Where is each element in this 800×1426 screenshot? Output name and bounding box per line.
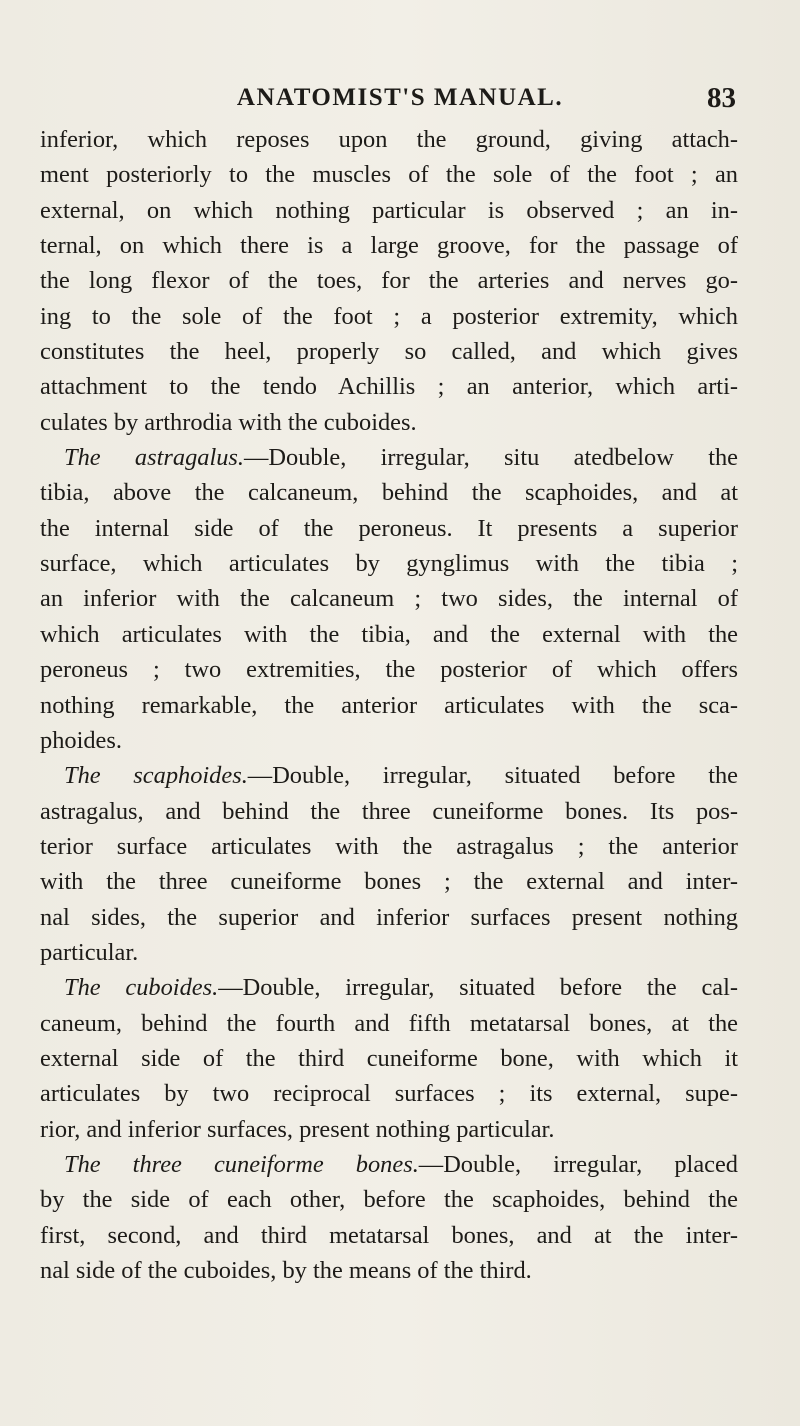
text-line: culates by arthrodia with the cuboides. — [40, 408, 417, 436]
text-line: ternal, on which there is a large groove, for the passage of — [40, 232, 738, 260]
page-number: 83 — [707, 82, 736, 114]
text-line: by the side of each other, before the scaphoides, behind the — [40, 1186, 738, 1214]
section-heading-line: The cuboides.—Double, irregular, situated before the cal- — [64, 974, 739, 1002]
text-line: attachment to the tendo Achillis ; an anterior, which arti- — [40, 373, 738, 401]
text-line: ment posteriorly to the muscles of the sole of the foot ; an — [40, 161, 738, 189]
text-line: which articulates with the tibia, and the external with the — [40, 620, 738, 648]
text-line: first, second, and third metatarsal bones, and at the inter- — [40, 1221, 738, 1249]
text-line: external side of the third cuneiforme bone, with which it — [40, 1044, 738, 1072]
text-line: articulates by two reciprocal surfaces ; its external, supe- — [40, 1080, 738, 1108]
text-line: an inferior with the calcaneum ; two sides, the internal of — [40, 585, 738, 613]
text-line: the long flexor of the toes, for the arteries and nerves go- — [40, 267, 738, 295]
running-head: ANATOMIST'S MANUAL. — [236, 84, 564, 111]
text-line: external, on which nothing particular is observed ; an in- — [40, 196, 738, 224]
text-line: ing to the sole of the foot ; a posterior extremity, which — [40, 302, 738, 330]
section-heading-line: The astragalus.—Double, irregular, situ atedbelow the — [64, 444, 738, 472]
text-line: rior, and inferior surfaces, present nothing particular. — [40, 1115, 555, 1143]
text-line: peroneus ; two extremities, the posterior of which offers — [40, 656, 738, 684]
text-line: nothing remarkable, the anterior articulates with the sca- — [40, 691, 738, 719]
text-line: constitutes the heel, properly so called, and which gives — [40, 338, 738, 366]
text-line: surface, which articulates by gynglimus with the tibia ; — [40, 550, 738, 578]
text-line: astragalus, and behind the three cuneiforme bones. Its pos- — [40, 797, 738, 825]
text-line: inferior, which reposes upon the ground, giving attach- — [40, 126, 738, 153]
text-line: nal side of the cuboides, by the means of the third. — [40, 1257, 532, 1284]
text-line: tibia, above the calcaneum, behind the scaphoides, and at — [40, 479, 738, 507]
section-term: The three cuneiforme bones. — [64, 1150, 419, 1178]
section-term: The scaphoides. — [64, 762, 248, 790]
text-line: terior surface articulates with the astragalus ; the anterior — [40, 832, 738, 860]
text-line: particular. — [40, 938, 139, 966]
page-header — [0, 84, 800, 118]
text-line: phoides. — [40, 726, 122, 754]
section-heading-line: The scaphoides.—Double, irregular, situated before the — [64, 762, 738, 790]
section-term: The cuboides. — [64, 974, 219, 1002]
text-line: caneum, behind the fourth and fifth metatarsal bones, at the — [40, 1009, 738, 1037]
body-text — [40, 122, 738, 1288]
text-line: with the three cuneiforme bones ; the external and inter- — [40, 868, 738, 896]
section-term: The astragalus. — [64, 444, 245, 472]
text-line: nal sides, the superior and inferior surfaces present nothing — [40, 903, 738, 931]
section-heading-line: The three cuneiforme bones.—Double, irregular, placed — [64, 1150, 738, 1178]
text-line: the internal side of the peroneus. It presents a superior — [40, 514, 738, 542]
